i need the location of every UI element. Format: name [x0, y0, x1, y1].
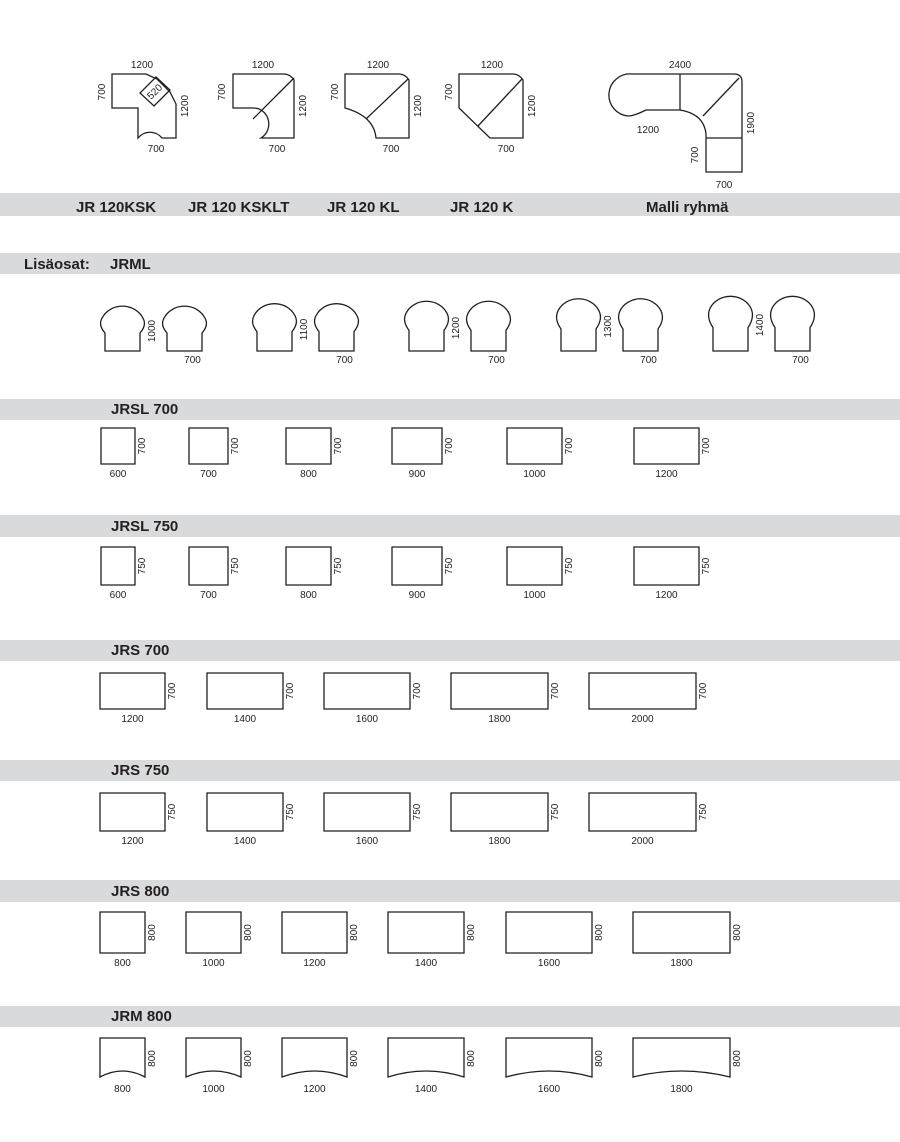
jrs800-depth-label: 800: [466, 924, 477, 941]
jrs800-width-label: 1800: [670, 958, 693, 969]
jrs800-shape: [633, 912, 730, 953]
jrm800-depth-label: 800: [147, 1050, 158, 1067]
jrml-piece: [771, 296, 815, 351]
jrs750-shape: [451, 793, 548, 831]
jrsl700-shape: [286, 428, 331, 464]
jrs700-width-label: 1600: [355, 714, 379, 725]
jrs700-shape: [451, 673, 548, 709]
jrs700-width-label: 1800: [488, 714, 511, 725]
jrs750-width-label: 1600: [355, 836, 379, 847]
jrsl700-depth-label: 700: [444, 437, 455, 455]
jrm800-width-label: 800: [114, 1084, 131, 1095]
jrml-width-label: 700: [640, 355, 657, 366]
jrm800-shape: [282, 1038, 347, 1077]
model-label-jr120k: JR 120 K: [450, 199, 514, 216]
jrs700-depth-label: 700: [550, 682, 561, 700]
jrs750-shape: [207, 793, 283, 831]
jrsl700-width-label: 700: [200, 469, 217, 480]
jrsl750-width-label: 800: [300, 590, 317, 601]
jr120k-seam: [478, 79, 522, 126]
jrs800-depth-label: 800: [147, 924, 158, 941]
jrs750-depth-label: 750: [285, 803, 296, 821]
jrm800-depth-label: 800: [732, 1050, 743, 1067]
section-title-jrml: JRML: [110, 256, 151, 273]
jr120k-left: 700: [444, 83, 455, 101]
jr120ksk-bottom: 700: [147, 144, 165, 155]
jrsl700-depth-label: 700: [701, 437, 712, 455]
jrs800-shape: [388, 912, 464, 953]
jrml-piece: [619, 299, 663, 351]
jrml-depth-label: 1300: [603, 315, 614, 338]
section-title-jrm800: JRM 800: [111, 1008, 172, 1025]
jrs700-shape: [589, 673, 696, 709]
jr120kl-outline: [345, 74, 409, 138]
jrs750-depth-label: 750: [698, 803, 709, 821]
jrsl750-depth-label: 750: [701, 557, 712, 575]
jrs800-depth-label: 800: [732, 924, 743, 941]
jrsl700-depth-label: 700: [230, 437, 241, 455]
jr120kl-left: 700: [330, 83, 341, 101]
section-title-jrs800: JRS 800: [111, 883, 170, 900]
jrs750-width-label: 2000: [631, 836, 654, 847]
jrm800-width-label: 1400: [414, 1084, 438, 1095]
jrs700-shape: [100, 673, 165, 709]
section-title-jrsl700: JRSL 700: [111, 401, 179, 418]
jrsl700-shape: [634, 428, 699, 464]
jrs800-depth-label: 800: [349, 924, 360, 941]
jr120ksklt-seam: [253, 78, 294, 119]
jr120k-width: 1200: [480, 60, 504, 71]
jrsl700-width-label: 1200: [655, 469, 678, 480]
jrsl700-width-label: 1000: [523, 469, 546, 480]
jrs700-shape: [207, 673, 283, 709]
jrm800-shape: [100, 1038, 145, 1077]
jrs750-shape: [100, 793, 165, 831]
jrml-depth-label: 1400: [755, 313, 766, 337]
jrs800-depth-label: 800: [594, 924, 605, 941]
group-seam-diagonal: [703, 78, 739, 116]
jrsl750-depth-label: 750: [333, 557, 344, 575]
jrm800-depth-label: 800: [466, 1050, 477, 1067]
jrsl750-width-label: 600: [109, 590, 127, 601]
jrm800-shape: [633, 1038, 730, 1077]
jrs800-shape: [100, 912, 145, 953]
jrml-width-label: 700: [336, 355, 353, 366]
model-label-jr120kl: JR 120 KL: [327, 199, 400, 216]
model-label-jr120ksklt: JR 120 KSKLT: [188, 199, 290, 216]
jrs750-depth-label: 750: [550, 803, 561, 821]
jr120kl-bottom: 700: [382, 144, 400, 155]
jrs800-width-label: 1400: [414, 958, 438, 969]
jrsl700-depth-label: 700: [137, 437, 148, 455]
group-lower-left: 700: [690, 146, 701, 164]
jrsl700-depth-label: 700: [333, 437, 344, 455]
jrm800-width-label: 1200: [303, 1084, 326, 1095]
jrs700-depth-label: 700: [412, 682, 423, 700]
jrs700-shape: [324, 673, 410, 709]
jrs750-shape: [324, 793, 410, 831]
jrm800-depth-label: 800: [594, 1050, 605, 1067]
jrsl700-shape: [189, 428, 228, 464]
jrsl750-depth-label: 750: [564, 557, 575, 575]
section-title-jrs700: JRS 700: [111, 642, 170, 659]
group-right: 1900: [746, 111, 757, 135]
jrsl700-shape: [392, 428, 442, 464]
jrml-piece: [467, 301, 511, 351]
jrs750-depth-label: 750: [412, 803, 423, 821]
jrsl750-shape: [189, 547, 228, 585]
jrsl700-width-label: 800: [300, 469, 317, 480]
jrsl750-shape: [507, 547, 562, 585]
jrm800-shape: [388, 1038, 464, 1077]
jr120ksk-outline: [112, 74, 176, 138]
jr120ksklt-left: 700: [217, 83, 228, 101]
group-top: 2400: [668, 60, 692, 71]
jr120k-outline: [459, 74, 523, 138]
group-outline: [609, 74, 742, 172]
jrm800-width-label: 1600: [537, 1084, 561, 1095]
jr120k-drawing: [444, 60, 538, 155]
jrml-depth-label: 1000: [147, 319, 158, 343]
accessories-label: Lisäosat:: [24, 256, 90, 273]
jrs750-shape: [589, 793, 696, 831]
jr120ksklt-bottom: 700: [268, 144, 286, 155]
jrml-depth-label: 1200: [451, 316, 462, 340]
jrsl750-shape: [634, 547, 699, 585]
jrs800-shape: [282, 912, 347, 953]
jrs750-width-label: 1400: [233, 836, 257, 847]
model-label-jr120ksk: JR 120KSK: [76, 199, 157, 216]
jrm800-depth-label: 800: [243, 1050, 254, 1067]
jr120ksk-side: 1200: [180, 94, 191, 118]
jrml-depth-label: 1100: [299, 318, 310, 341]
jrs800-width-label: 1000: [202, 958, 225, 969]
jrsl750-width-label: 1000: [523, 590, 546, 601]
jrsl750-shape: [392, 547, 442, 585]
jr120ksklt-width: 1200: [251, 60, 275, 71]
group-inner: 1200: [636, 125, 660, 136]
jrml-piece: [709, 296, 753, 351]
jrs800-width-label: 800: [114, 958, 131, 969]
jrm800-width-label: 1000: [202, 1084, 225, 1095]
jrsl700-depth-label: 700: [564, 437, 575, 455]
jrs800-width-label: 1200: [303, 958, 326, 969]
jr120ksk-width: 1200: [130, 60, 154, 71]
jrml-width-label: 700: [792, 355, 809, 366]
jr120kl-width: 1200: [366, 60, 390, 71]
jrm800-shape: [506, 1038, 592, 1077]
jrsl750-width-label: 700: [200, 590, 217, 601]
jrml-width-label: 700: [488, 355, 505, 366]
jrml-piece: [557, 299, 601, 351]
jrs800-width-label: 1600: [537, 958, 561, 969]
jrs700-depth-label: 700: [698, 682, 709, 700]
jrsl750-depth-label: 750: [137, 557, 148, 575]
jr120ksklt-outline: [233, 74, 294, 138]
jrsl750-depth-label: 750: [230, 557, 241, 575]
jrsl700-shape: [101, 428, 135, 464]
jr120ksklt-drawing: [217, 60, 309, 155]
jrml-width-label: 700: [184, 355, 201, 366]
jrs800-shape: [506, 912, 592, 953]
jrsl700-shape: [507, 428, 562, 464]
jrs800-depth-label: 800: [243, 924, 254, 941]
jr120kl-side: 1200: [413, 94, 424, 118]
jrs700-width-label: 2000: [631, 714, 654, 725]
jrsl700-width-label: 600: [109, 469, 127, 480]
jrsl750-width-label: 900: [408, 590, 426, 601]
sections-layer: [100, 296, 814, 1095]
jrs750-width-label: 1800: [488, 836, 511, 847]
jrml-piece: [163, 306, 207, 351]
jr120kl-drawing: [330, 60, 424, 155]
jrs700-width-label: 1400: [233, 714, 257, 725]
jrs700-depth-label: 700: [167, 682, 178, 700]
section-title-jrs750: JRS 750: [111, 762, 170, 779]
jrm800-width-label: 1800: [670, 1084, 693, 1095]
jrsl750-shape: [286, 547, 331, 585]
jrsl750-shape: [101, 547, 135, 585]
jr120k-side: 1200: [527, 94, 538, 118]
jrs750-width-label: 1200: [121, 836, 144, 847]
jrm800-shape: [186, 1038, 241, 1077]
jrs800-shape: [186, 912, 241, 953]
jr120ksk-drawing: [97, 60, 191, 155]
jrm800-depth-label: 800: [349, 1050, 360, 1067]
jrml-piece: [253, 304, 297, 351]
jrs700-width-label: 1200: [121, 714, 144, 725]
jrs700-depth-label: 700: [285, 682, 296, 700]
jrsl700-width-label: 900: [408, 469, 426, 480]
jrsl750-width-label: 1200: [655, 590, 678, 601]
jr120ksk-radius: 520: [145, 82, 166, 103]
jrml-piece: [101, 306, 145, 351]
group-label: Malli ryhmä: [646, 199, 729, 216]
jrml-piece: [405, 301, 449, 351]
jr120kl-seam: [366, 79, 408, 119]
group-bottom: 700: [715, 180, 733, 191]
jr120k-bottom: 700: [497, 144, 515, 155]
group-drawing: [609, 60, 757, 191]
section-title-jrsl750: JRSL 750: [111, 518, 179, 535]
jr120ksk-left: 700: [97, 83, 108, 101]
jrsl750-depth-label: 750: [444, 557, 455, 575]
jrml-piece: [315, 304, 359, 351]
jrs750-depth-label: 750: [167, 803, 178, 821]
jr120ksklt-side: 1200: [298, 94, 309, 118]
